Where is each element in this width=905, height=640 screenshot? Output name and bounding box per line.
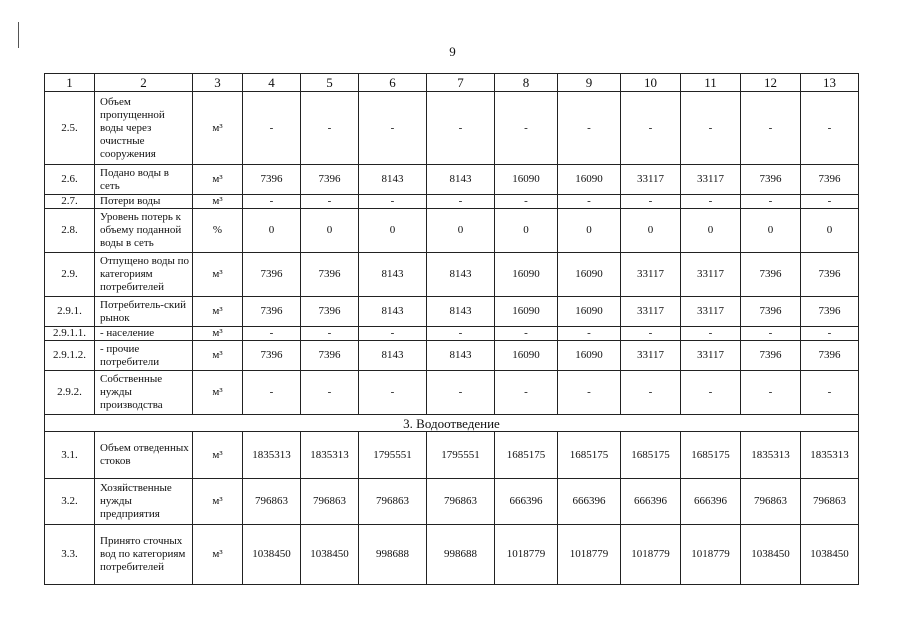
row-code: 2.6. xyxy=(45,165,95,195)
row-unit: м³ xyxy=(193,92,243,165)
row-label: Потребитель-ский рынок xyxy=(95,297,193,327)
row-unit: м³ xyxy=(193,165,243,195)
row-unit: м³ xyxy=(193,327,243,341)
table-row xyxy=(45,253,859,297)
value-cell: 1685175 xyxy=(495,432,558,479)
row-code: 2.9.1.1. xyxy=(45,327,95,341)
value-cell: - xyxy=(495,92,558,165)
value-cell: 33117 xyxy=(681,253,741,297)
row-unit: м³ xyxy=(193,479,243,525)
value-cell: 0 xyxy=(801,209,859,253)
value-cell: 8143 xyxy=(427,165,495,195)
value-cell: - xyxy=(359,327,427,341)
value-cell: 16090 xyxy=(558,165,621,195)
value-cell: 7396 xyxy=(301,165,359,195)
value-cell: - xyxy=(621,327,681,341)
value-cell: 16090 xyxy=(558,341,621,371)
value-cell: 7396 xyxy=(741,253,801,297)
value-cell: 796863 xyxy=(427,479,495,525)
row-unit: м³ xyxy=(193,525,243,585)
value-cell: 1018779 xyxy=(621,525,681,585)
column-header: 1 xyxy=(45,74,95,92)
column-header: 2 xyxy=(95,74,193,92)
value-cell: 1038450 xyxy=(301,525,359,585)
value-cell: 7396 xyxy=(301,253,359,297)
row-code: 2.9.2. xyxy=(45,371,95,415)
column-header: 9 xyxy=(558,74,621,92)
value-cell: 796863 xyxy=(801,479,859,525)
column-header: 3 xyxy=(193,74,243,92)
value-cell: 0 xyxy=(359,209,427,253)
value-cell: 1835313 xyxy=(741,432,801,479)
row-label: Отпущено воды по категориям потребителей xyxy=(95,253,193,297)
row-unit: м³ xyxy=(193,297,243,327)
value-cell: - xyxy=(243,327,301,341)
value-cell: - xyxy=(359,195,427,209)
value-cell: 7396 xyxy=(741,297,801,327)
value-cell: - xyxy=(243,195,301,209)
value-cell: - xyxy=(621,371,681,415)
value-cell: 1038450 xyxy=(741,525,801,585)
row-label: Собственные нужды производства xyxy=(95,371,193,415)
value-cell: 666396 xyxy=(681,479,741,525)
value-cell: - xyxy=(801,371,859,415)
value-cell: 7396 xyxy=(301,341,359,371)
value-cell: - xyxy=(427,371,495,415)
value-cell: - xyxy=(359,92,427,165)
value-cell: 7396 xyxy=(741,165,801,195)
value-cell: 796863 xyxy=(741,479,801,525)
table-row xyxy=(45,92,859,165)
value-cell: 8143 xyxy=(359,297,427,327)
column-header: 12 xyxy=(741,74,801,92)
table-row xyxy=(45,195,859,209)
value-cell: 16090 xyxy=(495,253,558,297)
value-cell: - xyxy=(359,371,427,415)
column-header: 4 xyxy=(243,74,301,92)
value-cell: 16090 xyxy=(495,341,558,371)
value-cell: 1835313 xyxy=(243,432,301,479)
table-row xyxy=(45,525,859,585)
value-cell: - xyxy=(301,195,359,209)
value-cell: 8143 xyxy=(427,253,495,297)
value-cell: - xyxy=(741,92,801,165)
column-header: 8 xyxy=(495,74,558,92)
value-cell: 998688 xyxy=(427,525,495,585)
column-header: 10 xyxy=(621,74,681,92)
value-cell: 16090 xyxy=(495,297,558,327)
value-cell: 1018779 xyxy=(495,525,558,585)
value-cell: 8143 xyxy=(359,253,427,297)
row-label: Потери воды xyxy=(95,195,193,209)
value-cell: 33117 xyxy=(621,165,681,195)
value-cell: 7396 xyxy=(801,297,859,327)
value-cell: 0 xyxy=(621,209,681,253)
row-label: - население xyxy=(95,327,193,341)
value-cell: - xyxy=(558,327,621,341)
row-code: 2.9.1.2. xyxy=(45,341,95,371)
value-cell: - xyxy=(427,195,495,209)
value-cell: 33117 xyxy=(621,297,681,327)
value-cell: - xyxy=(558,195,621,209)
value-cell: 7396 xyxy=(801,165,859,195)
value-cell: 33117 xyxy=(681,165,741,195)
value-cell: 1018779 xyxy=(681,525,741,585)
value-cell: 0 xyxy=(427,209,495,253)
value-cell: 16090 xyxy=(558,253,621,297)
row-label: Уровень потерь к объему поданной воды в сеть xyxy=(95,209,193,253)
row-label: Подано воды в сеть xyxy=(95,165,193,195)
value-cell: 33117 xyxy=(621,341,681,371)
value-cell: - xyxy=(621,195,681,209)
value-cell: 666396 xyxy=(621,479,681,525)
value-cell: - xyxy=(801,195,859,209)
table-body xyxy=(45,74,859,585)
value-cell: 33117 xyxy=(681,297,741,327)
value-cell: - xyxy=(681,92,741,165)
value-cell: 7396 xyxy=(801,253,859,297)
value-cell: - xyxy=(495,371,558,415)
row-code: 3.2. xyxy=(45,479,95,525)
value-cell: 33117 xyxy=(681,341,741,371)
value-cell: 8143 xyxy=(427,297,495,327)
value-cell: 0 xyxy=(301,209,359,253)
value-cell: - xyxy=(427,327,495,341)
value-cell: - xyxy=(681,371,741,415)
row-unit: м³ xyxy=(193,371,243,415)
table-row xyxy=(45,297,859,327)
table-row xyxy=(45,432,859,479)
column-header: 7 xyxy=(427,74,495,92)
value-cell: 0 xyxy=(741,209,801,253)
column-header: 13 xyxy=(801,74,859,92)
value-cell: 1795551 xyxy=(427,432,495,479)
column-header: 11 xyxy=(681,74,741,92)
row-code: 2.7. xyxy=(45,195,95,209)
value-cell: 16090 xyxy=(558,297,621,327)
row-code: 3.3. xyxy=(45,525,95,585)
row-label: Принято сточных вод по категориям потребителей xyxy=(95,525,193,585)
value-cell: 8143 xyxy=(427,341,495,371)
value-cell: 16090 xyxy=(495,165,558,195)
page-number: 9 xyxy=(449,44,456,59)
value-cell: 33117 xyxy=(621,253,681,297)
value-cell: 1795551 xyxy=(359,432,427,479)
value-cell: 1038450 xyxy=(243,525,301,585)
value-cell: - xyxy=(801,92,859,165)
value-cell: - xyxy=(495,327,558,341)
value-cell: 1685175 xyxy=(558,432,621,479)
row-unit: м³ xyxy=(193,432,243,479)
value-cell: 7396 xyxy=(741,341,801,371)
row-code: 3.1. xyxy=(45,432,95,479)
value-cell: 1038450 xyxy=(801,525,859,585)
value-cell: 796863 xyxy=(243,479,301,525)
value-cell: 7396 xyxy=(301,297,359,327)
row-code: 2.9. xyxy=(45,253,95,297)
row-unit: м³ xyxy=(193,253,243,297)
value-cell: 0 xyxy=(243,209,301,253)
table-row xyxy=(45,479,859,525)
value-cell: 8143 xyxy=(359,165,427,195)
value-cell: - xyxy=(681,327,741,341)
value-cell: 1835313 xyxy=(301,432,359,479)
section-row xyxy=(45,415,859,432)
value-cell: - xyxy=(301,92,359,165)
column-header: 6 xyxy=(359,74,427,92)
row-code: 2.5. xyxy=(45,92,95,165)
value-cell: 666396 xyxy=(495,479,558,525)
row-unit: % xyxy=(193,209,243,253)
value-cell: 8143 xyxy=(359,341,427,371)
row-label: Объем отведенных стоков xyxy=(95,432,193,479)
value-cell: - xyxy=(243,371,301,415)
value-cell: 1835313 xyxy=(801,432,859,479)
value-cell: 1018779 xyxy=(558,525,621,585)
table-row xyxy=(45,209,859,253)
value-cell: - xyxy=(558,371,621,415)
value-cell: 998688 xyxy=(359,525,427,585)
row-unit: м³ xyxy=(193,195,243,209)
value-cell: 7396 xyxy=(243,165,301,195)
row-code: 2.8. xyxy=(45,209,95,253)
value-cell: - xyxy=(741,371,801,415)
row-label: Объем пропущенной воды через очистные сооружения xyxy=(95,92,193,165)
row-label: - прочие потребители xyxy=(95,341,193,371)
data-table xyxy=(44,73,859,585)
value-cell: 0 xyxy=(558,209,621,253)
value-cell: 7396 xyxy=(243,297,301,327)
value-cell: 666396 xyxy=(558,479,621,525)
value-cell: - xyxy=(741,327,801,341)
value-cell: - xyxy=(741,195,801,209)
value-cell: - xyxy=(427,92,495,165)
value-cell: 796863 xyxy=(359,479,427,525)
value-cell: - xyxy=(801,327,859,341)
value-cell: - xyxy=(558,92,621,165)
table-row xyxy=(45,371,859,415)
value-cell: - xyxy=(621,92,681,165)
row-unit: м³ xyxy=(193,341,243,371)
table-row xyxy=(45,341,859,371)
table-row xyxy=(45,165,859,195)
column-header: 5 xyxy=(301,74,359,92)
value-cell: 7396 xyxy=(243,341,301,371)
table-row xyxy=(45,327,859,341)
value-cell: 1685175 xyxy=(621,432,681,479)
row-label: Хозяйственные нужды предприятия xyxy=(95,479,193,525)
value-cell: 0 xyxy=(681,209,741,253)
value-cell: 0 xyxy=(495,209,558,253)
section-title: 3. Водоотведение xyxy=(45,415,859,432)
value-cell: - xyxy=(495,195,558,209)
value-cell: - xyxy=(243,92,301,165)
value-cell: 7396 xyxy=(801,341,859,371)
value-cell: 1685175 xyxy=(681,432,741,479)
value-cell: - xyxy=(301,327,359,341)
value-cell: - xyxy=(681,195,741,209)
value-cell: 796863 xyxy=(301,479,359,525)
value-cell: - xyxy=(301,371,359,415)
header-row xyxy=(45,74,859,92)
row-code: 2.9.1. xyxy=(45,297,95,327)
value-cell: 7396 xyxy=(243,253,301,297)
